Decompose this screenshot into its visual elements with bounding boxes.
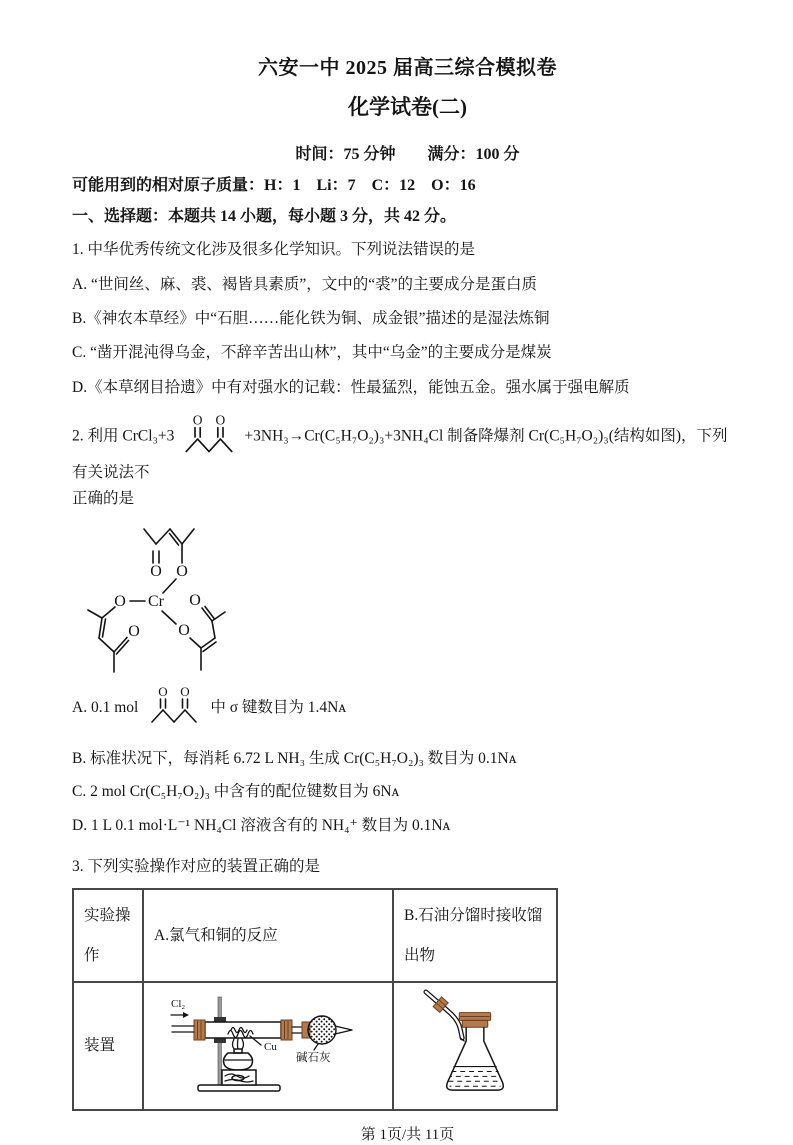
question1-stem: 1. 中华优秀传统文化涉及很多化学知识。下列说法错误的是 (72, 241, 476, 259)
question2-option-a-after: 中 σ 键数目为 1.4Nᴀ (210, 699, 347, 717)
oxygen-atom-label: O (180, 683, 191, 699)
soda-lime-ball (308, 1016, 352, 1050)
top-ligand (144, 529, 194, 563)
cr-o-bond (163, 579, 176, 593)
question2-stem-continuation: 正确的是 (72, 489, 135, 507)
gas-inlet (171, 1012, 194, 1032)
table-row-operation (73, 889, 557, 982)
chromium-atom-label: Cr (148, 592, 164, 610)
operation-header-cell: 实验操作 (73, 889, 143, 982)
question2-option-b: B. 标准状况下，每消耗 6.72 L NH₃ 生成 Cr(C₅H₇O₂)₃ 数目为 0.1Nᴀ (72, 749, 517, 767)
flask-liquid (448, 1067, 501, 1087)
question2-stem (72, 411, 743, 482)
connector-tube (292, 1022, 310, 1038)
question1-option-c: C. “凿开混沌得乌金，不辞辛苦出山林”，其中“乌金”的主要成分是煤炭 (72, 344, 552, 362)
exam-title-line2: 化学试卷(二) (348, 95, 467, 119)
oxygen-atom-label: O (128, 622, 140, 640)
soda-lime-label: 碱石灰 (296, 1052, 331, 1065)
question2-option-c: C. 2 mol Cr(C₅H₇O₂)₃ 中含有的配位键数目为 6Nᴀ (72, 783, 400, 801)
oxygen-atom-label: O (215, 412, 226, 428)
apparatus-header-cell: 装置 (73, 982, 143, 1109)
oxygen-atom-label: O (193, 412, 203, 428)
question1-option-d: D.《本草纲目拾遗》中有对强水的记载：性最猛烈，能蚀五金。强水属于强电解质 (72, 378, 630, 396)
oxygen-atom-label: O (114, 592, 126, 610)
chlorine-copper-apparatus-diagram (163, 993, 373, 1093)
apparatus-b-cell (393, 982, 557, 1109)
oxygen-atom-label: O (150, 562, 162, 580)
copper-label: Cu (264, 1041, 277, 1054)
delivery-tube (426, 992, 462, 1038)
page-number-footer: 第 1页/共 11页 (360, 1126, 455, 1143)
apparatus-a-cell (143, 982, 393, 1109)
question2-option-a (72, 684, 743, 732)
section-header: 一、选择题：本题共 14 小题，每小题 3 分，共 42 分。 (72, 208, 457, 226)
operation-b-cell: B.石油分馏时接收馏出物 (393, 889, 557, 982)
bottom-right-ligand (162, 606, 225, 670)
question1-option-b: B.《神农本草经》中“石胆……能化铁为铜、成金银”描述的是湿法炼铜 (72, 310, 550, 327)
oxygen-atom-label: O (178, 621, 190, 639)
oxygen-atom-label: O (158, 683, 169, 699)
oxygen-atom-label: O (189, 591, 201, 609)
erlenmeyer-flask-apparatus-diagram (416, 989, 534, 1097)
question3-table (72, 888, 558, 1110)
question2-option-a-before: A. 0.1 mol (72, 699, 139, 717)
question3-stem: 3. 下列实验操作对应的装置正确的是 (72, 858, 321, 875)
acetylacetone-bonds (152, 699, 196, 722)
operation-a-cell: A.氯气和铜的反应 (143, 889, 393, 982)
question2-option-d: D. 1 L 0.1 mol·L⁻¹ NH₄Cl 溶液含有的 NH₄⁺ 数目为 0.1Nᴀ (72, 816, 451, 834)
acetylacetone-structure-icon (181, 411, 237, 463)
erlenmeyer-flask (447, 1028, 504, 1091)
exam-title-line1: 六安一中 2025 届高三综合模拟卷 (258, 57, 557, 79)
wood-block (222, 1070, 256, 1085)
oxygen-atom-label: O (176, 562, 188, 580)
left-stopper (194, 1020, 205, 1040)
question2-stem-before: 2. 利用 CrCl₃+3 (72, 427, 175, 445)
flask-stopper (459, 1013, 490, 1028)
table-row-apparatus (73, 982, 557, 1109)
acetylacetone-structure-icon (147, 684, 201, 732)
chromium-acac3-structure-diagram (74, 514, 289, 682)
right-stopper (281, 1020, 292, 1040)
acetylacetone-bonds (187, 428, 233, 452)
question1-option-a: A. “世间丝、麻、裘、褐皆具素质”，文中的“裘”的主要成分是蛋白质 (72, 275, 537, 293)
question2-stem-after: +3NH₃→Cr(C₅H₇O₂)₃+3NH₄Cl 制备降爆剂 Cr(C₅H₇O₂)₃(结构如图)，下列有关说法不 (72, 427, 728, 482)
atomic-mass-line: 可能用到的相对原子质量：H：1 Li：7 C：12 O：16 (72, 177, 476, 195)
time-score-line: 时间：75 分钟 满分：100 分 (295, 146, 520, 164)
alcohol-lamp (224, 1039, 253, 1070)
chlorine-gas-label: Cl₂ (171, 998, 186, 1011)
